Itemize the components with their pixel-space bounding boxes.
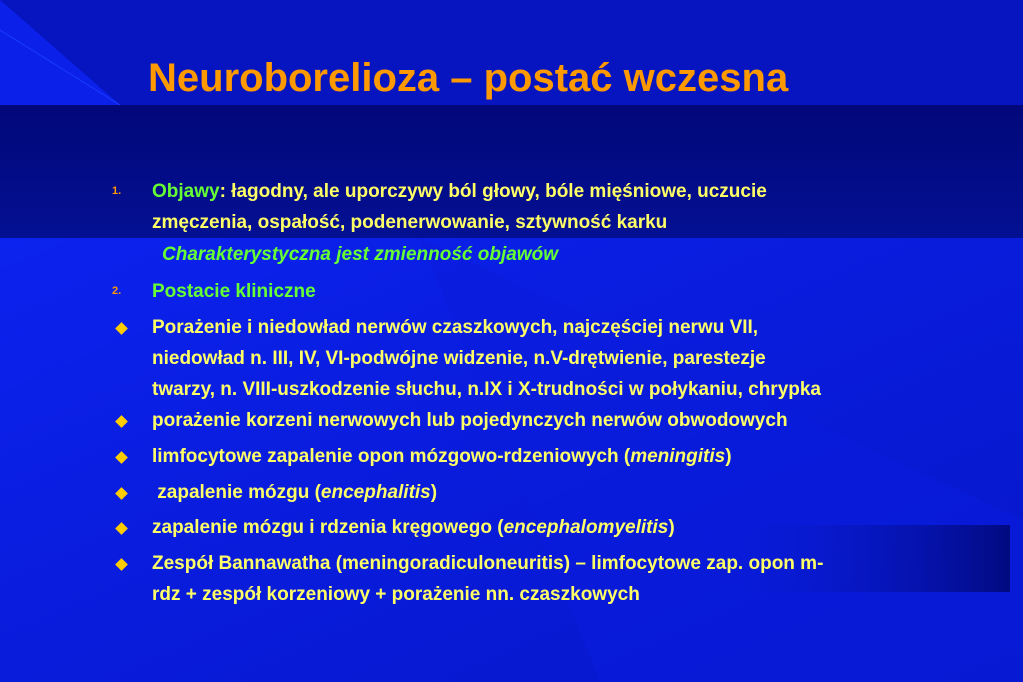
diamond-bullet-icon: [115, 322, 128, 335]
bullet-meningitis: [152, 441, 972, 472]
bullet-meningitis-term: meningitis: [630, 446, 726, 467]
bullet-nerve-roots-text: porażenie korzeni nerwowych lub pojedynczych nerwów obwodowych: [152, 410, 788, 431]
diamond-bullet-icon: [115, 415, 128, 428]
diamond-bullet-icon: [115, 487, 128, 500]
list-item-clinical-forms: [112, 276, 972, 307]
variability-note: Charakterystyczna jest zmienność objawów: [162, 244, 558, 265]
list-number-1: 1.: [112, 185, 122, 197]
bullet-encephalomyelitis: [152, 512, 972, 543]
bullet-meningitis-text: limfocytowe zapalenie opon mózgowo-rdzeniowych (: [152, 446, 631, 467]
bullet-encephalomyelitis-text: zapalenie mózgu i rdzenia kręgowego (: [152, 517, 504, 538]
bullet-encephalitis: [152, 477, 972, 508]
bullet-encephalomyelitis-term: encephalomyelitis: [503, 517, 669, 538]
bullet-bannwarth-line1: Zespół Bannawatha (meningoradiculoneuritis) – limfocytowe zap. opon m-: [152, 553, 824, 574]
slide-title: Neuroborelioza – postać wczesna: [148, 56, 789, 100]
clinical-forms-label: Postacie kliniczne: [152, 281, 316, 302]
bullet-nerve-roots: [152, 405, 972, 436]
bullet-encephalitis-term: encephalitis: [320, 482, 431, 503]
bullet-cranial-line1: Porażenie i niedowład nerwów czaszkowych, najczęściej nerwu VII,: [152, 317, 759, 338]
diamond-bullet-icon: [115, 451, 128, 464]
bullet-encephalomyelitis-close: ): [668, 517, 675, 538]
symptoms-text-line2: zmęczenia, ospałość, podenerwowanie, sztywność karku: [152, 212, 668, 233]
bullet-meningitis-close: ): [725, 446, 732, 467]
symptoms-text-line1: : łagodny, ale uporczywy ból głowy, bóle mięśniowe, uczucie: [219, 181, 767, 202]
list-number-2: 2.: [112, 285, 122, 297]
bullet-cranial-nerves: [152, 312, 972, 405]
diamond-bullet-icon: [115, 558, 128, 571]
bullet-cranial-line2: niedowład n. III, IV, VI-podwójne widzenie, n.V-drętwienie, parestezje: [152, 348, 766, 369]
bullet-encephalitis-text: zapalenie mózgu (: [152, 482, 321, 503]
bullet-cranial-line3: twarzy, n. VIII-uszkodzenie słuchu, n.IX i X-trudności w połykaniu, chrypka: [152, 379, 821, 400]
symptoms-label: Objawy: [152, 181, 220, 202]
list-item-symptoms: [112, 176, 972, 238]
diamond-bullet-icon: [115, 522, 128, 535]
bullet-bannwarth-line2: rdz + zespół korzeniowy + porażenie nn. czaszkowych: [152, 584, 640, 605]
bullet-bannwarth: [152, 548, 972, 610]
bullet-encephalitis-close: ): [430, 482, 438, 503]
